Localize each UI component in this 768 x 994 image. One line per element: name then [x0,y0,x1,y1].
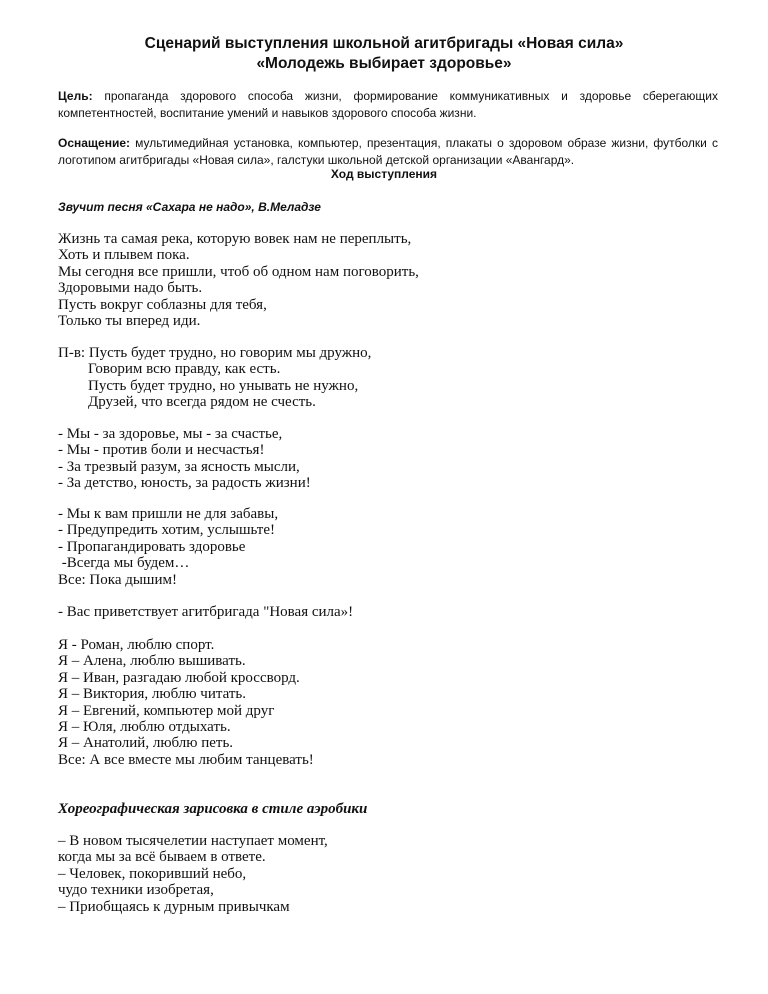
slogan-line: - Мы - против боли и несчастья! [58,442,265,459]
member-line: Я – Юля, люблю отдыхать. [58,719,231,736]
purpose-block [58,506,718,588]
chorus-line: Друзей, что всегда рядом не счесть. [58,394,316,411]
purpose-line: - Пропагандировать здоровье [58,538,246,555]
member-line: Я – Виктория, люблю читать. [58,686,247,703]
closing-line: – В новом тысячелетии наступает момент, [58,833,328,849]
dance-heading: Хореографическая зарисовка в стиле аэробики [58,801,368,817]
slogan-line: - Мы - за здоровье, мы - за счастье, [58,426,283,442]
slogans [58,426,718,492]
closing-line: чудо техники изобретая, [58,882,214,899]
member-line: Я – Иван, разгадаю любой кроссворд. [58,669,300,686]
slogan-line: - За детство, юность, за радость жизни! [58,475,311,492]
goal-paragraph [58,88,718,122]
goal-label: Цель: [58,89,93,103]
song-heading: Звучит песня «Сахара не надо», В.Меладзе [58,200,321,214]
members-list [58,637,718,768]
verse-line: Только ты вперед иди. [58,313,201,330]
document-title-line-2: «Молодежь выбирает здоровье» [256,55,512,72]
purpose-line: Все: Пока дышим! [58,571,177,588]
chorus [58,345,718,411]
verse-line: Пусть вокруг соблазны для тебя, [58,296,267,313]
purpose-line: - Предупредить хотим, услышьте! [58,522,276,539]
verse-1 [58,231,718,329]
goal-text: пропаганда здорового способа жизни, формирование коммуникативных и здоровье сберегающих компетентностей, воспитание умений и навыков здорового способа жизни. [58,89,718,120]
closing-line: когда мы за всё бываем в ответе. [58,849,266,866]
verse-line: Жизнь та самая река, которую вовек нам не переплыть, [58,231,412,247]
member-line: Я – Алена, люблю вышивать. [58,653,246,670]
closing-block [58,833,718,915]
equipment-text: мультимедийная установка, компьютер, презентация, плакаты о здоровом образе жизни, футболки с логотипом агитбригады «Новая сила», галстуки школьной детской организации «Авангард». [58,136,718,167]
equipment-label: Оснащение: [58,136,131,150]
member-line: Я - Роман, люблю спорт. [58,637,215,653]
closing-line: – Приобщаясь к дурным привычкам [58,898,290,915]
chorus-line: Пусть будет трудно, но унывать не нужно, [58,377,359,394]
greeting-line: - Вас приветствует агитбригада "Новая сила»! [58,604,354,620]
performance-heading: Ход выступления [330,167,438,181]
greeting [58,604,718,620]
chorus-line: Говорим всю правду, как есть. [58,361,281,378]
purpose-line: - Мы к вам пришли не для забавы, [58,506,279,522]
slogan-line: - За трезвый разум, за ясность мысли, [58,458,300,475]
member-line: Я – Евгений, компьютер мой друг [58,702,275,719]
chorus-line: П-в: Пусть будет трудно, но говорим мы дружно, [58,345,372,361]
verse-line: Здоровыми надо быть. [58,280,203,297]
member-line: Все: А все вместе мы любим танцевать! [58,751,314,768]
verse-line: Хоть и плывем пока. [58,247,190,264]
document-title-line-1: Сценарий выступления школьной агитбригады «Новая сила» [144,35,624,52]
closing-line: – Человек, покоривший небо, [58,865,247,882]
equipment-paragraph [58,135,718,169]
verse-line: Мы сегодня все пришли, чтоб об одном нам поговорить, [58,263,419,280]
member-line: Я – Анатолий, люблю петь. [58,735,234,752]
purpose-line: -Всегда мы будем… [58,555,190,572]
